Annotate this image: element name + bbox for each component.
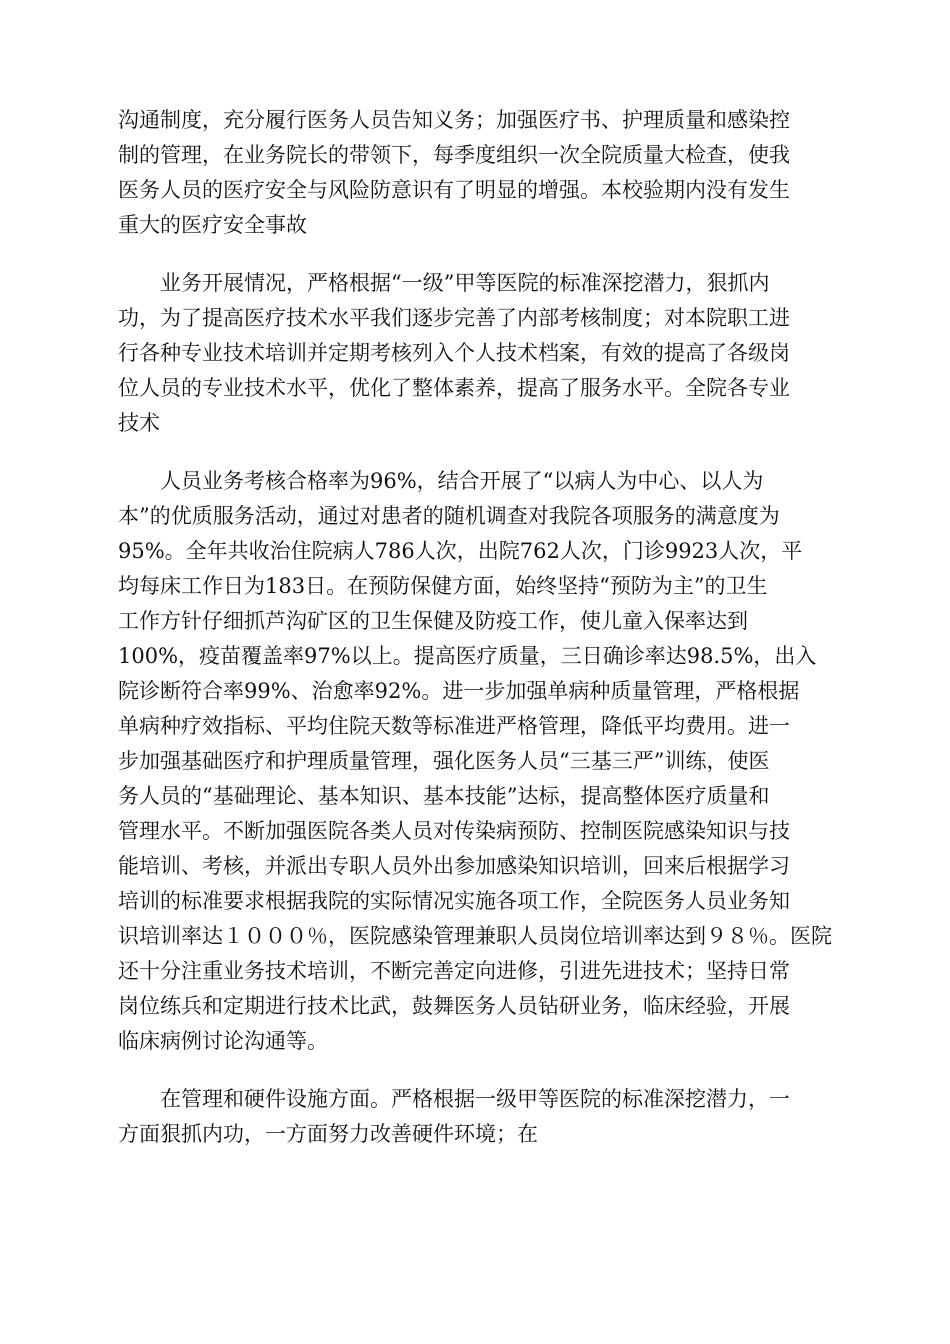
- text-line: 步加强基础医疗和护理质量管理，强化医务人员“三基三严”训练，使医: [118, 749, 770, 773]
- text-line: 岗位练兵和定期进行技术比武，鼓舞医务人员钻研业务，临床经验，开展: [118, 994, 790, 1018]
- text-line: 功，为了提高医疗技术水平我们逐步完善了内部考核制度；对本院职工进: [118, 306, 790, 330]
- paragraph: [118, 103, 833, 243]
- paragraph: [118, 464, 833, 1059]
- text-line: 务人员的“基础理论、基本知识、基本技能”达标，提高整体医疗质量和: [118, 784, 770, 808]
- text-line: 识培训率达１０００％，医院感染管理兼职人员岗位培训率达到９８％。医院: [118, 924, 832, 948]
- text-line: 行各种专业技术培训并定期考核列入个人技术档案，有效的提高了各级岗: [118, 341, 790, 365]
- text-line: 技术: [118, 411, 160, 435]
- text-line: 本”的优质服务活动，通过对患者的随机调查对我院各项服务的满意度为: [118, 504, 780, 528]
- text-line: 单病种疗效指标、平均住院天数等标准进严格管理，降低平均费用。进一: [118, 714, 790, 738]
- text-line: 在管理和硬件设施方面。严格根据一级甲等医院的标准深挖潜力，一: [160, 1087, 790, 1111]
- text-line: 100%，疫苗覆盖率97%以上。提高医疗质量，三日确诊率达98.5%，出入: [118, 644, 817, 668]
- text-line: 院诊断符合率99%、治愈率92%。进一步加强单病种质量管理，严格根据: [118, 679, 800, 703]
- text-line: 还十分注重业务技术培训，不断完善定向进修，引进先进技术；坚持日常: [118, 959, 790, 983]
- text-line: 方面狠抓内功，一方面努力改善硬件环境；在: [118, 1122, 538, 1146]
- text-line: 沟通制度，充分履行医务人员告知义务；加强医疗书、护理质量和感染控: [118, 108, 790, 132]
- text-line: 位人员的专业技术水平，优化了整体素养，提高了服务水平。全院各专业: [118, 376, 790, 400]
- document-body: [118, 103, 833, 1175]
- paragraph: [118, 1082, 833, 1152]
- text-line: 管理水平。不断加强医院各类人员对传染病预防、控制医院感染知识与技: [118, 819, 790, 843]
- text-line: 工作方针仔细抓芦沟矿区的卫生保健及防疫工作，使儿童入保率达到: [118, 609, 748, 633]
- text-line: 能培训、考核，并派出专职人员外出参加感染知识培训，回来后根据学习: [118, 854, 790, 878]
- text-line: 95%。全年共收治住院病人786人次，出院762人次，门诊9923人次，平: [118, 539, 803, 563]
- text-line: 业务开展情况，严格根据“一级”甲等医院的标准深挖潜力，狠抓内: [160, 271, 770, 295]
- text-line: 培训的标准要求根据我院的实际情况实施各项工作，全院医务人员业务知: [118, 889, 790, 913]
- paragraph: [118, 266, 833, 441]
- text-line: 人员业务考核合格率为96%，结合开展了“以病人为中心、以人为: [160, 469, 764, 493]
- text-line: 医务人员的医疗安全与风险防意识有了明显的增强。本校验期内没有发生: [118, 178, 790, 202]
- text-line: 重大的医疗安全事故: [118, 213, 307, 237]
- text-line: 临床病例讨论沟通等。: [118, 1029, 328, 1053]
- text-line: 均每床工作日为183日。在预防保健方面，始终坚持“预防为主”的卫生: [118, 574, 768, 598]
- text-line: 制的管理，在业务院长的带领下，每季度组织一次全院质量大检查，使我: [118, 143, 790, 167]
